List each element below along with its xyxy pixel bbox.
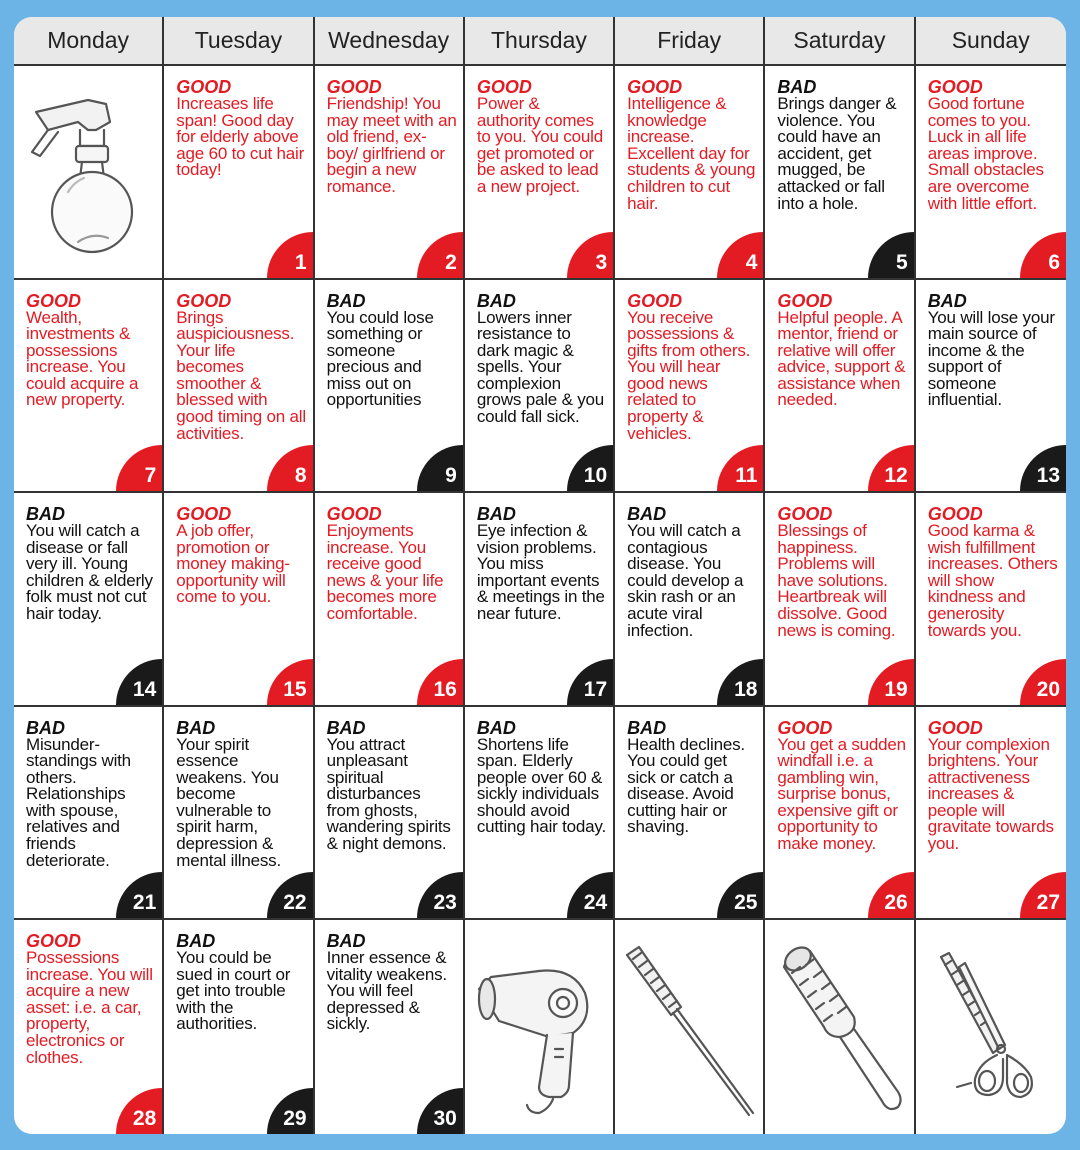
day-description: Intelligence & knowledge increase. Excellent day for students & young children to cut hair. bbox=[627, 94, 756, 213]
day-description: Inner essence & vitality weakens. You will feel depressed & sickly. bbox=[326, 948, 447, 1034]
day-verdict: BAD bbox=[176, 717, 216, 738]
day-number-badge: 30 bbox=[417, 1088, 463, 1134]
day-number-badge: 4 bbox=[717, 232, 763, 278]
day-description: Your complexion brightens. Your attractiveness increases & people will gravitate towards you. bbox=[927, 734, 1054, 854]
day-description: You could lose something or someone precious and miss out on opportunities bbox=[326, 307, 434, 410]
day-description: You could be sued in court or get into trouble with the authorities. bbox=[176, 948, 291, 1034]
day-verdict: GOOD bbox=[927, 504, 983, 524]
day-verdict: GOOD bbox=[927, 77, 983, 97]
day-number-badge: 11 bbox=[717, 445, 763, 491]
weekday-header bbox=[14, 17, 1066, 66]
day-number-badge: 28 bbox=[116, 1088, 162, 1134]
day-description: Enjoyments increase. You receive good news & your life becomes more comfortable. bbox=[326, 521, 444, 623]
day-verdict: BAD bbox=[476, 717, 516, 738]
day-verdict: BAD bbox=[777, 77, 817, 97]
day-cell-1 bbox=[164, 66, 314, 280]
day-cell-27 bbox=[916, 707, 1066, 921]
day-cell-12 bbox=[765, 280, 915, 494]
day-verdict: BAD bbox=[26, 717, 65, 738]
day-number-badge: 20 bbox=[1020, 659, 1066, 705]
day-cell-17 bbox=[465, 493, 615, 707]
day-verdict: GOOD bbox=[26, 931, 82, 951]
day-verdict: GOOD bbox=[176, 504, 232, 524]
day-description: Health declines. You could get sick or catch a disease. Avoid cutting hair or shaving. bbox=[627, 734, 745, 837]
weekday-thursday: Thursday bbox=[465, 17, 615, 64]
day-number-badge: 22 bbox=[267, 872, 313, 918]
day-description: You get a sudden windfall i.e. a gambling win, surprise bonus, expensive gift or opportunity to make money. bbox=[777, 734, 906, 854]
day-cell-23 bbox=[315, 707, 465, 921]
calendar-grid bbox=[14, 66, 1066, 1134]
comb-icon bbox=[619, 937, 759, 1117]
day-verdict: GOOD bbox=[927, 717, 983, 738]
day-verdict: GOOD bbox=[627, 77, 683, 97]
icon-cell bbox=[14, 66, 164, 280]
day-description: Friendship! You may meet with an old friend, ex-boy/ girlfriend or begin a new romance. bbox=[326, 94, 457, 196]
hair-cutting-calendar bbox=[14, 17, 1066, 1134]
day-verdict: GOOD bbox=[176, 77, 232, 97]
day-verdict: GOOD bbox=[176, 290, 232, 311]
day-description: Wealth, investments & possessions increase. You could acquire a new property. bbox=[26, 307, 139, 410]
day-verdict: GOOD bbox=[777, 717, 833, 738]
day-description: Your spirit essence weakens. You become vulnerable to spirit harm, depression & mental illness. bbox=[176, 734, 281, 870]
day-number-badge: 26 bbox=[868, 872, 914, 918]
day-cell-20 bbox=[916, 493, 1066, 707]
day-verdict: GOOD bbox=[476, 77, 532, 97]
day-number-badge: 1 bbox=[267, 232, 313, 278]
day-verdict: BAD bbox=[627, 717, 667, 738]
icon-cell bbox=[916, 920, 1066, 1134]
day-cell-29 bbox=[164, 920, 314, 1134]
day-cell-9 bbox=[315, 280, 465, 494]
day-verdict: BAD bbox=[927, 290, 967, 311]
weekday-tuesday: Tuesday bbox=[164, 17, 314, 64]
day-number-badge: 23 bbox=[417, 872, 463, 918]
day-verdict: BAD bbox=[26, 504, 65, 524]
day-verdict: GOOD bbox=[326, 77, 382, 97]
icon-cell bbox=[765, 920, 915, 1134]
day-description: Eye infection & vision problems. You miss important events & meetings in the near future. bbox=[476, 521, 605, 623]
day-number-badge: 5 bbox=[868, 232, 914, 278]
day-cell-3 bbox=[465, 66, 615, 280]
spray-bottle-icon bbox=[18, 82, 158, 262]
day-number-badge: 27 bbox=[1020, 872, 1066, 918]
day-description: You receive possessions & gifts from others. You will hear good news related to property & vehicles. bbox=[627, 307, 751, 443]
day-description: Brings auspiciousness. Your life becomes smoother & blessed with good timing on all activities. bbox=[176, 307, 306, 443]
day-description: Blessings of happiness. Problems will have solutions. Heartbreak will dissolve. Good news is coming. bbox=[777, 521, 896, 640]
day-number-badge: 24 bbox=[567, 872, 613, 918]
day-cell-25 bbox=[615, 707, 765, 921]
day-cell-22 bbox=[164, 707, 314, 921]
day-number-badge: 2 bbox=[417, 232, 463, 278]
day-cell-18 bbox=[615, 493, 765, 707]
day-cell-11 bbox=[615, 280, 765, 494]
day-description: Helpful people. A mentor, friend or relative will offer advice, support & assistance when needed. bbox=[777, 307, 906, 410]
day-description: Brings danger & violence. You could have an accident, get mugged, be attacked or fall into a hole. bbox=[777, 94, 897, 213]
day-cell-30 bbox=[315, 920, 465, 1134]
day-description: Good fortune comes to you. Luck in all life areas improve. Small obstacles are overcome with little effort. bbox=[927, 94, 1044, 213]
day-cell-14 bbox=[14, 493, 164, 707]
weekday-wednesday: Wednesday bbox=[315, 17, 465, 64]
day-description: Misunder-standings with others. Relationships with spouse, relatives and friends deteriorate. bbox=[26, 734, 131, 870]
day-verdict: BAD bbox=[476, 504, 516, 524]
weekday-sunday: Sunday bbox=[951, 27, 1030, 53]
day-cell-6 bbox=[916, 66, 1066, 280]
icon-cell bbox=[465, 920, 615, 1134]
day-cell-10 bbox=[465, 280, 615, 494]
day-number-badge: 8 bbox=[267, 445, 313, 491]
day-cell-15 bbox=[164, 493, 314, 707]
day-cell-4 bbox=[615, 66, 765, 280]
day-description: You attract unpleasant spiritual disturbances from ghosts, wandering spirits & night demons. bbox=[326, 734, 451, 854]
day-cell-24 bbox=[465, 707, 615, 921]
day-description: Power & authority comes to you. You could get promoted or be asked to lead a new project. bbox=[476, 94, 603, 196]
day-cell-28 bbox=[14, 920, 164, 1134]
day-number-badge: 18 bbox=[717, 659, 763, 705]
day-number-badge: 7 bbox=[116, 445, 162, 491]
thinning-scissors-icon bbox=[921, 937, 1061, 1117]
day-verdict: BAD bbox=[326, 290, 366, 311]
day-cell-26 bbox=[765, 707, 915, 921]
day-description: You will catch a disease or fall very ill. Young children & elderly folk must not cut hair today. bbox=[26, 521, 153, 623]
day-description: Possessions increase. You will acquire a new asset: i.e. a car, property, electronics or clothes. bbox=[26, 948, 153, 1067]
icon-cell bbox=[615, 920, 765, 1134]
day-verdict: GOOD bbox=[777, 504, 833, 524]
day-description: Lowers inner resistance to dark magic & spells. Your complexion grows pale & you could fall sick. bbox=[476, 307, 605, 427]
day-number-badge: 29 bbox=[267, 1088, 313, 1134]
day-number-badge: 21 bbox=[116, 872, 162, 918]
weekday-saturday: Saturday bbox=[765, 17, 915, 64]
day-verdict: GOOD bbox=[777, 290, 833, 311]
day-description: Good karma & wish fulfillment increases. Others will show kindness and generosity towards you. bbox=[927, 521, 1058, 640]
day-cell-7 bbox=[14, 280, 164, 494]
day-verdict: BAD bbox=[326, 717, 366, 738]
day-description: You will catch a contagious disease. You could develop a skin rash or an acute viral infection. bbox=[627, 521, 744, 640]
day-verdict: BAD bbox=[476, 290, 516, 311]
day-verdict: GOOD bbox=[627, 290, 683, 311]
day-cell-16 bbox=[315, 493, 465, 707]
day-number-badge: 14 bbox=[116, 659, 162, 705]
day-cell-21 bbox=[14, 707, 164, 921]
day-verdict: GOOD bbox=[326, 504, 382, 524]
day-description: You will lose your main source of income & the support of someone influential. bbox=[927, 307, 1055, 410]
day-number-badge: 13 bbox=[1020, 445, 1066, 491]
day-description: Increases life span! Good day for elderly above age 60 to cut hair today! bbox=[176, 94, 305, 180]
day-description: Shortens life span. Elderly people over 60 & sickly individuals should avoid cutting hair today. bbox=[476, 734, 606, 837]
hair-dryer-icon bbox=[469, 937, 609, 1117]
round-brush-icon bbox=[770, 937, 910, 1117]
day-number-badge: 6 bbox=[1020, 232, 1066, 278]
day-cell-19 bbox=[765, 493, 915, 707]
day-number-badge: 3 bbox=[567, 232, 613, 278]
day-cell-8 bbox=[164, 280, 314, 494]
day-number-badge: 9 bbox=[417, 445, 463, 491]
day-verdict: GOOD bbox=[26, 290, 82, 311]
day-number-badge: 16 bbox=[417, 659, 463, 705]
day-verdict: BAD bbox=[627, 504, 667, 524]
day-verdict: BAD bbox=[326, 931, 366, 951]
weekday-monday: Monday bbox=[14, 17, 164, 64]
day-cell-2 bbox=[315, 66, 465, 280]
day-number-badge: 12 bbox=[868, 445, 914, 491]
day-cell-13 bbox=[916, 280, 1066, 494]
weekday-friday: Friday bbox=[615, 17, 765, 64]
day-number-badge: 10 bbox=[567, 445, 613, 491]
day-verdict: BAD bbox=[176, 931, 216, 951]
day-number-badge: 17 bbox=[567, 659, 613, 705]
day-description: A job offer, promotion or money making-opportunity will come to you. bbox=[176, 521, 290, 607]
day-number-badge: 15 bbox=[267, 659, 313, 705]
day-cell-5 bbox=[765, 66, 915, 280]
day-number-badge: 25 bbox=[717, 872, 763, 918]
day-number-badge: 19 bbox=[868, 659, 914, 705]
